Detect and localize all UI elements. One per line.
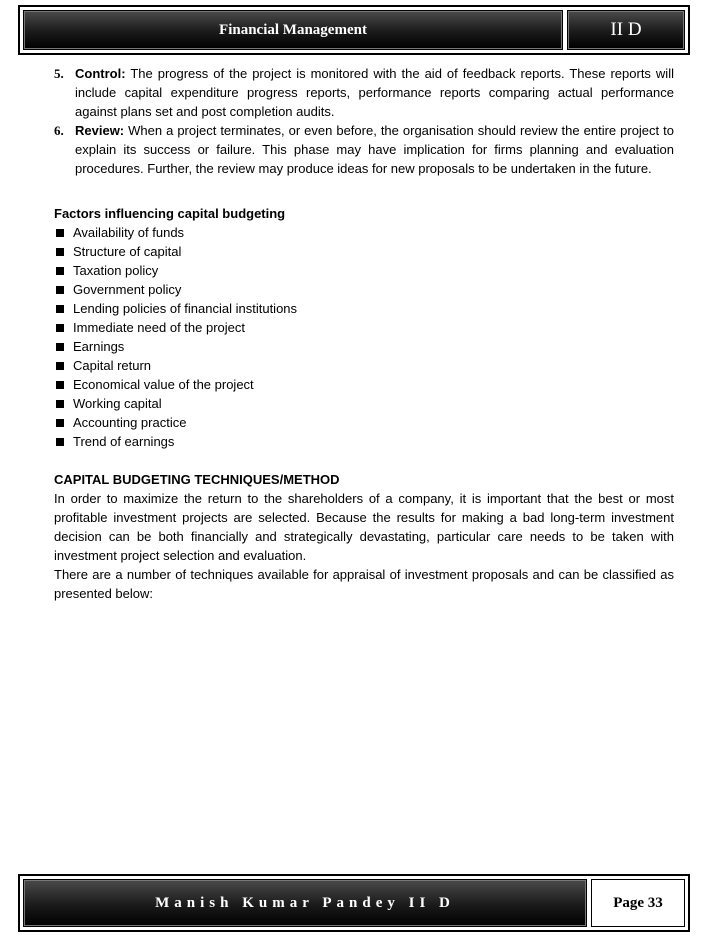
techniques-paragraph: In order to maximize the return to the shareholders of a company, it is important that the best or most profitable investment projects are selected. Because the results for making a bad long-term investment decision can be both financially and strategically devastating, particular care needs to be taken with investment project selection and evaluation. [54,491,674,563]
techniques-heading: CAPITAL BUDGETING TECHNIQUES/METHOD [54,472,340,487]
list-item: Working capital [54,394,674,413]
list-item: Economical value of the project [54,375,674,394]
item-label: Control: [75,66,126,81]
header-code: II D [567,10,685,50]
list-item: Capital return [54,356,674,375]
list-item: Lending policies of financial institutions [54,299,674,318]
header-title: Financial Management [23,10,563,50]
square-bullet-icon [56,400,64,408]
list-item: Taxation policy [54,261,674,280]
square-bullet-icon [56,305,64,313]
list-item: Government policy [54,280,674,299]
square-bullet-icon [56,343,64,351]
list-item: Accounting practice [54,413,674,432]
item-number: 5. [54,66,64,81]
footer-author: Manish Kumar Pandey II D [23,879,587,927]
square-bullet-icon [56,419,64,427]
square-bullet-icon [56,229,64,237]
list-item: Earnings [54,337,674,356]
list-item: Trend of earnings [54,432,674,451]
numbered-item-review [54,121,674,178]
list-item: Structure of capital [54,242,674,261]
item-number: 6. [54,123,64,138]
square-bullet-icon [56,267,64,275]
page-content [54,64,674,603]
item-text: When a project terminates, or even before, the organisation should review the entire project to explain its success or failure. This phase may have implication for firms planning and evaluation procedures. Further, the review may produce ideas for new proposals to be undertaken in the future. [75,123,674,176]
numbered-item-control [54,64,674,121]
page-footer [18,874,690,932]
item-text: The progress of the project is monitored with the aid of feedback reports. These reports will include capital expenditure progress reports, performance reports comparing actual performance against plans set and post completion audits. [75,66,674,119]
square-bullet-icon [56,286,64,294]
list-item: Immediate need of the project [54,318,674,337]
square-bullet-icon [56,324,64,332]
page-header [18,5,690,55]
techniques-paragraph: There are a number of techniques available for appraisal of investment proposals and can be classified as presented below: [54,567,674,601]
factors-heading: Factors influencing capital budgeting [54,206,286,221]
item-label: Review: [75,123,125,138]
square-bullet-icon [56,438,64,446]
factors-list [54,223,674,451]
square-bullet-icon [56,362,64,370]
square-bullet-icon [56,248,64,256]
square-bullet-icon [56,381,64,389]
page-number: Page 33 [591,879,685,927]
list-item: Availability of funds [54,223,674,242]
